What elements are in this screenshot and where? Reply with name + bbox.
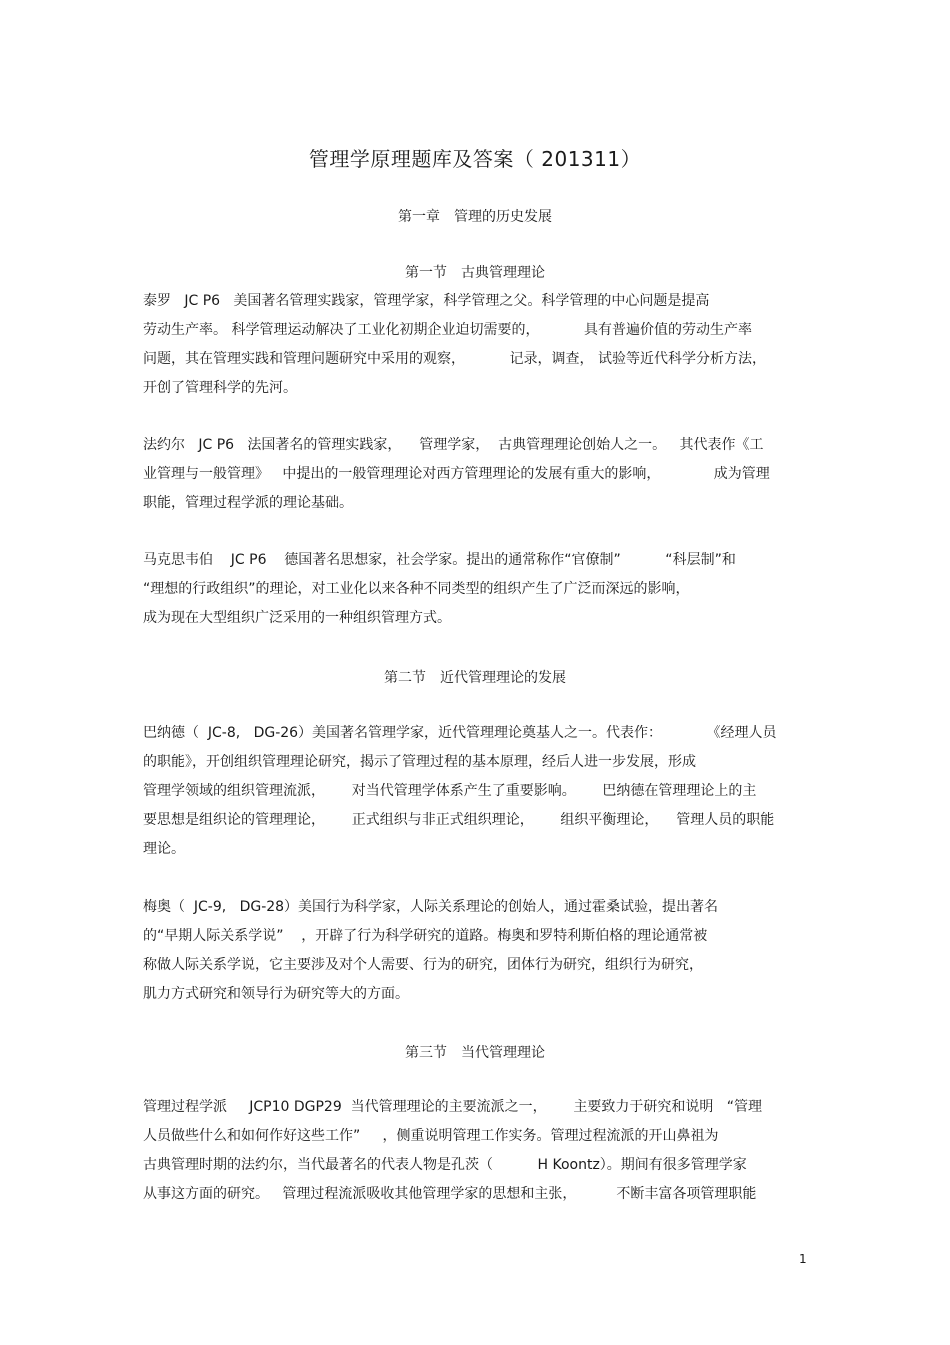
text-line: 泰罗 JC P6 美国著名管理实践家，管理学家，科学管理之父。科学管理的中心问题是提高 (143, 293, 710, 309)
text-line: 职能，管理过程学派的理论基础。 (143, 495, 353, 511)
text-line: 梅奥（ JC-9, DG-28）美国行为科学家，人际关系理论的创始人，通过霍桑试验，提出著名 (143, 899, 719, 915)
text-line: 成为现在大型组织广泛采用的一种组织管理方式。 (143, 610, 451, 626)
page-number: 1 (799, 1252, 807, 1266)
section-heading: 第一节 古典管理理论 (405, 265, 545, 281)
text-line: 马克思韦伯 JC P6 德国著名思想家，社会学家。提出的通常称作“官僚制” “科层制”和 (143, 552, 736, 568)
paragraph-taylor (143, 287, 813, 403)
text-line: 肌力方式研究和领导行为研究等大的方面。 (143, 986, 409, 1002)
text-line: 理论。 (143, 841, 185, 857)
text-line: 古典管理时期的法约尔，当代最著名的代表人物是孔茨（ H Koontz）。期间有很多管理学家 (143, 1157, 747, 1173)
text-line: 人员做些什么和如何作好这些工作” ，侧重说明管理工作实务。管理过程流派的开山鼻祖为 (143, 1128, 719, 1144)
paragraph-weber (143, 546, 813, 633)
text-line: 法约尔 JC P6 法国著名的管理实践家， 管理学家， 古典管理理论创始人之一。 其代表作《工 (143, 437, 764, 453)
section-heading: 第三节 当代管理理论 (405, 1045, 545, 1061)
document-title: 管理学原理题库及答案（ 201311） (308, 147, 642, 171)
text-line: 要思想是组织论的管理理论， 正式组织与非正式组织理论， 组织平衡理论， 管理人员的职能 (143, 812, 775, 828)
text-line: 劳动生产率。 科学管理运动解决了工业化初期企业迫切需要的， 具有普遍价值的劳动生产率 (143, 322, 752, 338)
text-line: 从事这方面的研究。 管理过程流派吸收其他管理学家的思想和主张， 不断丰富各项管理职能 (143, 1186, 757, 1202)
text-line: 巴纳德（ JC-8, DG-26）美国著名管理学家，近代管理理论奠基人之一。代表作： 《经理人员 (143, 725, 777, 741)
text-line: 的职能》，开创组织管理理论研究，揭示了管理过程的基本原理，经后人进一步发展，形成 (143, 754, 696, 770)
text-line: 业管理与一般管理》 中提出的一般管理理论对西方管理理论的发展有重大的影响， 成为管理 (143, 466, 770, 482)
paragraph-mayo (143, 893, 813, 1009)
chapter-heading: 第一章 管理的历史发展 (398, 209, 552, 225)
text-line: 管理学领域的组织管理流派， 对当代管理学体系产生了重要影响。 巴纳德在管理理论上的主 (143, 783, 757, 799)
text-line: 的“早期人际关系学说” ，开辟了行为科学研究的道路。梅奥和罗特利斯伯格的理论通常被 (143, 928, 708, 944)
paragraph-barnard (143, 719, 813, 864)
text-line: 开创了管理科学的先河。 (143, 380, 297, 396)
text-line: 管理过程学派 JCP10 DGP29 当代管理理论的主要流派之一， 主要致力于研究和说明 “管理 (143, 1099, 762, 1115)
paragraph-management-process-school (143, 1093, 813, 1209)
section-heading: 第二节 近代管理理论的发展 (384, 670, 566, 686)
text-line: “理想的行政组织”的理论，对工业化以来各种不同类型的组织产生了广泛而深远的影响， (143, 581, 690, 597)
text-line: 称做人际关系学说，它主要涉及对个人需要、行为的研究，团体行为研究，组织行为研究， (143, 957, 703, 973)
paragraph-fayol (143, 431, 813, 518)
text-line: 问题，其在管理实践和管理问题研究中采用的观察， 记录，调查， 试验等近代科学分析方法， (143, 351, 766, 367)
